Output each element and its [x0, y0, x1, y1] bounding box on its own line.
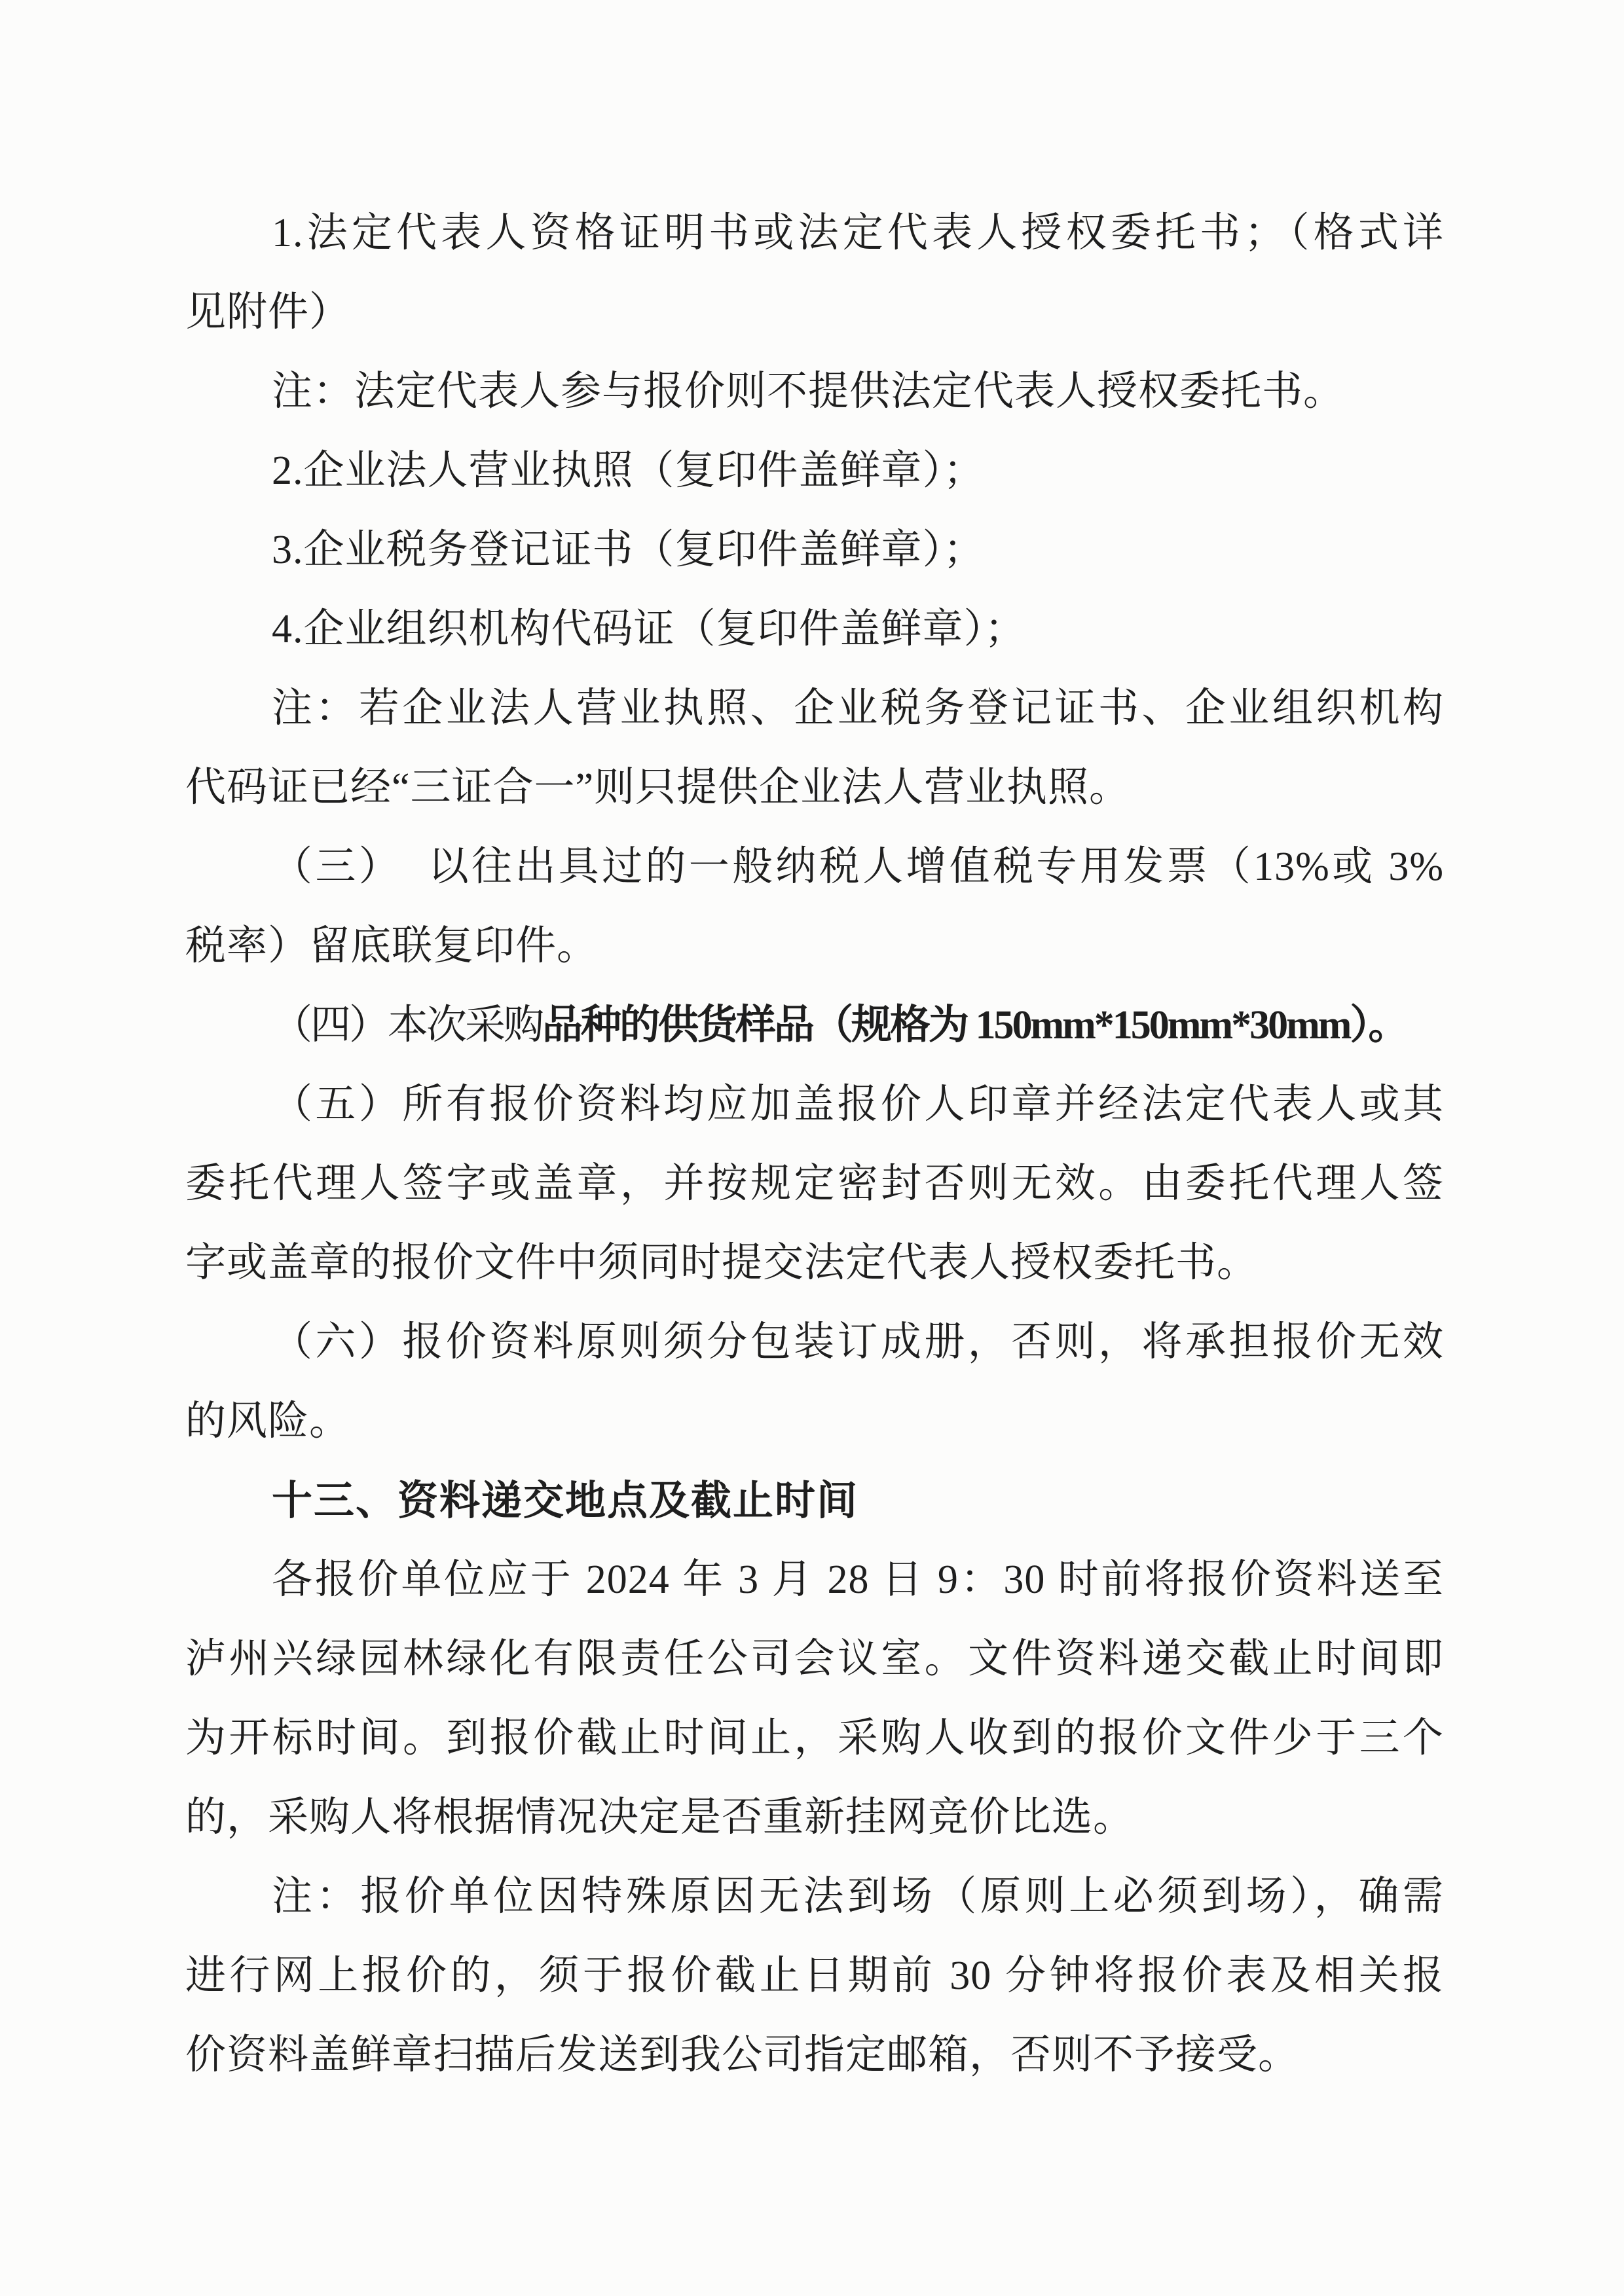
paragraph-line: 为开标时间。到报价截止时间止，采购人收到的报价文件少于三个 — [185, 1716, 1444, 1760]
paragraph-line: 见附件） — [185, 290, 351, 335]
paragraph-line: 2.企业法人营业执照（复印件盖鲜章）； — [272, 448, 985, 493]
paragraph-line: （三） 以往出具过的一般纳税人增值税专用发票（13%或 3% — [272, 845, 1444, 889]
bold-text: 品种的供货样品（规格为 150mm*150mm*30mm）。 — [542, 1003, 1407, 1048]
regular-text: （四）本次采购 — [272, 1003, 543, 1048]
paragraph-line: 代码证已经“三证合一”则只提供企业法人营业执照。 — [185, 765, 1131, 810]
section-13-heading: 十三、资料递交地点及截止时间 — [272, 1478, 859, 1523]
paragraph-line-note: 注：法定代表人参与报价则不提供法定代表人授权委托书。 — [272, 369, 1345, 414]
paragraph-line-sample-spec — [185, 986, 1444, 1065]
paragraph-line-note: 注：报价单位因特殊原因无法到场（原则上必须到场），确需 — [272, 1874, 1444, 1919]
document-body — [185, 194, 1444, 2095]
paragraph-line: 1.法定代表人资格证明书或法定代表人授权委托书；（格式详 — [272, 211, 1444, 255]
paragraph-line: （五）所有报价资料均应加盖报价人印章并经法定代表人或其 — [272, 1082, 1444, 1127]
paragraph-line: 3.企业税务登记证书（复印件盖鲜章）； — [272, 528, 985, 572]
paragraph-line: 委托代理人签字或盖章，并按规定密封否则无效。由委托代理人签 — [185, 1161, 1444, 1206]
paragraph-line: 的风险。 — [185, 1399, 351, 1444]
paragraph-line: （六）报价资料原则须分包装订成册，否则，将承担报价无效 — [272, 1320, 1444, 1364]
paragraph-line: 税率）留底联复印件。 — [185, 924, 599, 968]
paragraph-line: 泸州兴绿园林绿化有限责任公司会议室。文件资料递交截止时间即 — [185, 1637, 1444, 1681]
paragraph-line: 价资料盖鲜章扫描后发送到我公司指定邮箱，否则不予接受。 — [185, 2033, 1300, 2077]
paragraph-line: 字或盖章的报价文件中须同时提交法定代表人授权委托书。 — [185, 1241, 1259, 1285]
paragraph-line: 4.企业组织机构代码证（复印件盖鲜章）； — [272, 607, 1026, 651]
paragraph-line: 的，采购人将根据情况决定是否重新挂网竞价比选。 — [185, 1795, 1135, 1840]
paragraph-line: 各报价单位应于 2024 年 3 月 28 日 9：30 时前将报价资料送至 — [272, 1558, 1444, 1602]
paragraph-line-note: 注：若企业法人营业执照、企业税务登记证书、企业组织机构 — [272, 686, 1444, 731]
paragraph-line: 进行网上报价的，须于报价截止日期前 30 分钟将报价表及相关报 — [185, 1954, 1444, 1998]
